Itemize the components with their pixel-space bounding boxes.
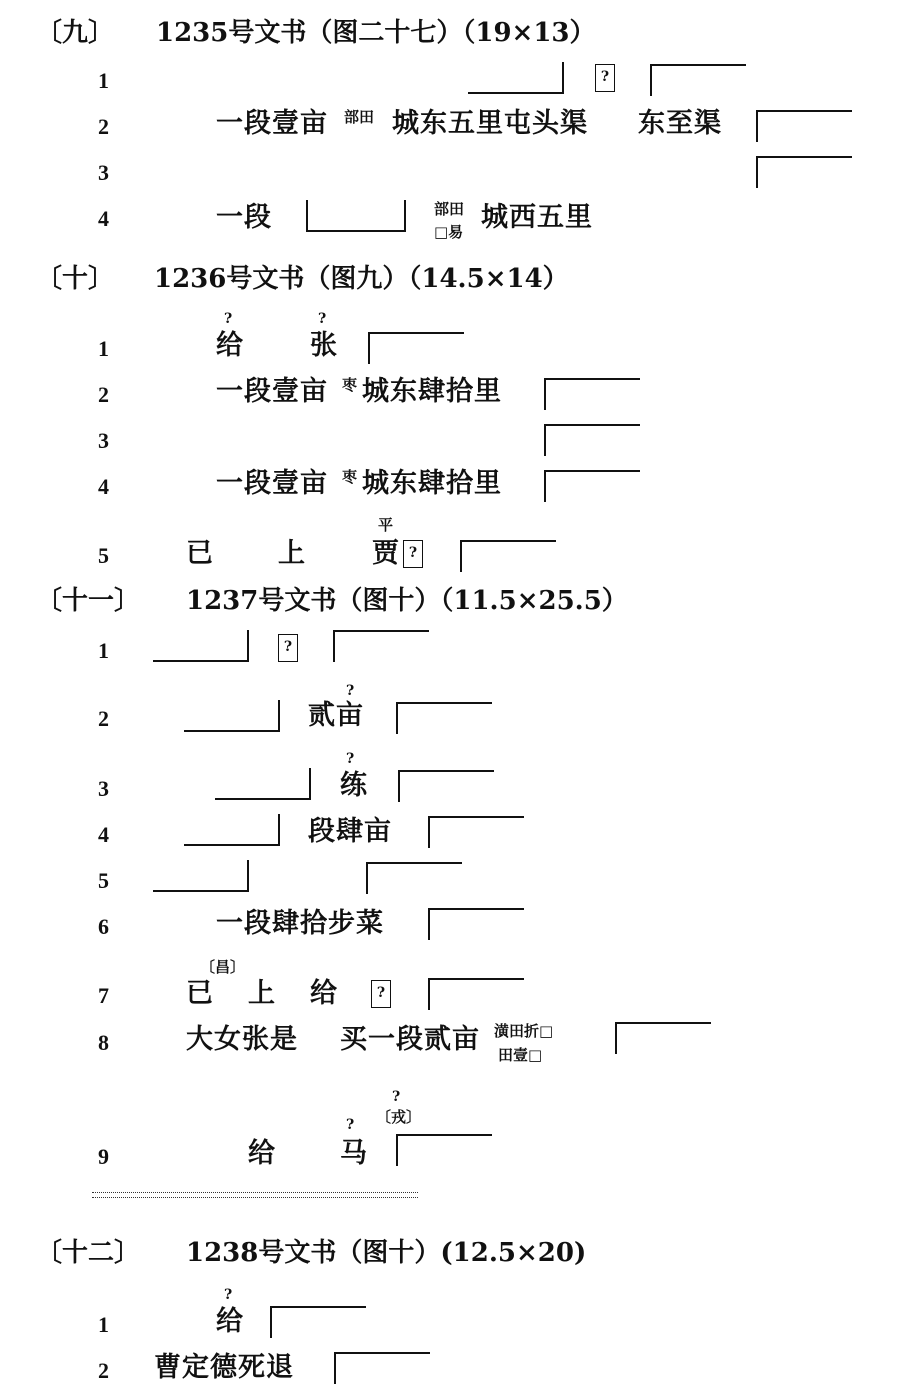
text-segment: 大女张是	[186, 1024, 298, 1055]
uncertain-mark: ?	[318, 311, 327, 327]
line-number: 6	[98, 914, 109, 939]
text-segment: 买一段贰亩	[340, 1024, 480, 1055]
uncertain-mark: ?	[346, 683, 355, 699]
text-segment: 贰亩	[308, 700, 364, 731]
text-segment: 给	[216, 330, 244, 361]
lacuna-mark	[184, 814, 280, 846]
uncertain-mark: ?	[392, 1089, 401, 1105]
interlinear-note: 〔戎〕	[376, 1108, 422, 1126]
text-segment: 给	[248, 1138, 276, 1169]
interlinear-note: 潢田折□	[494, 1022, 554, 1040]
section-title-12: 1238号文书（图十）(12.5×20)	[186, 1238, 587, 1268]
text-segment: 马	[340, 1138, 368, 1169]
text-segment: 城东肆拾里	[362, 376, 502, 407]
lacuna-mark	[334, 1352, 430, 1384]
section-label-9: 〔九〕	[36, 18, 115, 48]
line-number: 3	[98, 776, 109, 801]
break-line	[92, 1192, 418, 1198]
section-label-11: 〔十一〕	[36, 586, 141, 616]
lacuna-mark	[756, 110, 852, 142]
line-number: 9	[98, 1144, 109, 1169]
lacuna-mark	[468, 62, 564, 94]
text-segment: 上	[278, 538, 306, 569]
lacuna-mark	[184, 700, 280, 732]
text-segment: 曹定德死退	[154, 1352, 294, 1383]
interlinear-note: 田壹□	[498, 1046, 543, 1064]
text-segment: 段肆亩	[308, 816, 392, 847]
line-number: 2	[98, 1358, 109, 1383]
text-segment: 一段壹亩	[216, 108, 328, 139]
interlinear-note: 平	[378, 516, 394, 534]
lacuna-mark	[544, 470, 640, 502]
text-segment: 一段肆拾步菜	[216, 908, 384, 939]
text-segment: 上	[248, 978, 276, 1009]
interlinear-note: 枣	[342, 468, 358, 486]
lacuna-mark	[615, 1022, 711, 1054]
section-title-10: 1236号文书（图九）（14.5×14）	[154, 264, 569, 294]
lacuna-mark	[153, 860, 249, 892]
line-number: 1	[98, 1312, 109, 1337]
section-label-10: 〔十〕	[36, 264, 115, 294]
interlinear-note: 部田	[434, 200, 465, 218]
lacuna-mark	[398, 770, 494, 802]
text-segment: 一段壹亩	[216, 376, 328, 407]
lacuna-mark	[650, 64, 746, 96]
lacuna-mark	[396, 702, 492, 734]
lacuna-mark	[460, 540, 556, 572]
lacuna-mark	[333, 630, 429, 662]
interlinear-note: □易	[434, 223, 464, 241]
lacuna-mark	[396, 1134, 492, 1166]
text-segment: 张	[310, 330, 338, 361]
text-segment: 已	[186, 538, 214, 569]
section-title-9: 1235号文书（图二十七）（19×13）	[156, 18, 596, 48]
section-title-11: 1237号文书（图十）（11.5×25.5）	[186, 586, 628, 616]
text-segment: 练	[340, 770, 368, 801]
interlinear-note: 〔昌〕	[200, 958, 246, 976]
uncertain-mark: ?	[224, 1287, 233, 1303]
text-segment: 一段	[216, 202, 272, 233]
line-number: 4	[98, 822, 109, 847]
lacuna-mark	[544, 424, 640, 456]
lacuna-mark	[428, 978, 524, 1010]
text-segment: 贾	[372, 538, 400, 569]
line-number: 1	[98, 336, 109, 361]
uncertain-char-box: ?	[403, 540, 423, 568]
text-segment: 给	[216, 1306, 244, 1337]
line-number: 1	[98, 638, 109, 663]
lacuna-mark	[153, 630, 249, 662]
uncertain-mark: ?	[224, 311, 233, 327]
text-segment: 一段壹亩	[216, 468, 328, 499]
text-segment: 城西五里	[481, 202, 593, 233]
section-label-12: 〔十二〕	[36, 1238, 141, 1268]
interlinear-note: 部田	[344, 108, 375, 126]
lacuna-mark	[428, 908, 524, 940]
text-segment: 城东肆拾里	[362, 468, 502, 499]
text-segment: 已	[186, 978, 214, 1009]
line-number: 5	[98, 868, 109, 893]
line-number: 4	[98, 206, 109, 231]
uncertain-char-box: ?	[595, 64, 615, 92]
line-number: 5	[98, 543, 109, 568]
line-number: 8	[98, 1030, 109, 1055]
interlinear-note: 枣	[342, 376, 358, 394]
text-segment: 东至渠	[638, 108, 722, 139]
lacuna-mark	[215, 768, 311, 800]
lacuna-mark	[428, 816, 524, 848]
line-number: 2	[98, 114, 109, 139]
line-number: 4	[98, 474, 109, 499]
lacuna-mark	[368, 332, 464, 364]
line-number: 2	[98, 706, 109, 731]
text-segment: 给	[310, 978, 338, 1009]
line-number: 3	[98, 160, 109, 185]
lacuna-mark	[544, 378, 640, 410]
lacuna-mark	[306, 200, 406, 232]
lacuna-mark	[270, 1306, 366, 1338]
uncertain-mark: ?	[346, 751, 355, 767]
line-number: 1	[98, 68, 109, 93]
uncertain-char-box: ?	[371, 980, 391, 1008]
line-number: 7	[98, 983, 109, 1008]
line-number: 2	[98, 382, 109, 407]
lacuna-mark	[366, 862, 462, 894]
uncertain-mark: ?	[346, 1117, 355, 1133]
text-segment: 城东五里屯头渠	[392, 108, 588, 139]
line-number: 3	[98, 428, 109, 453]
lacuna-mark	[756, 156, 852, 188]
uncertain-char-box: ?	[278, 634, 298, 662]
